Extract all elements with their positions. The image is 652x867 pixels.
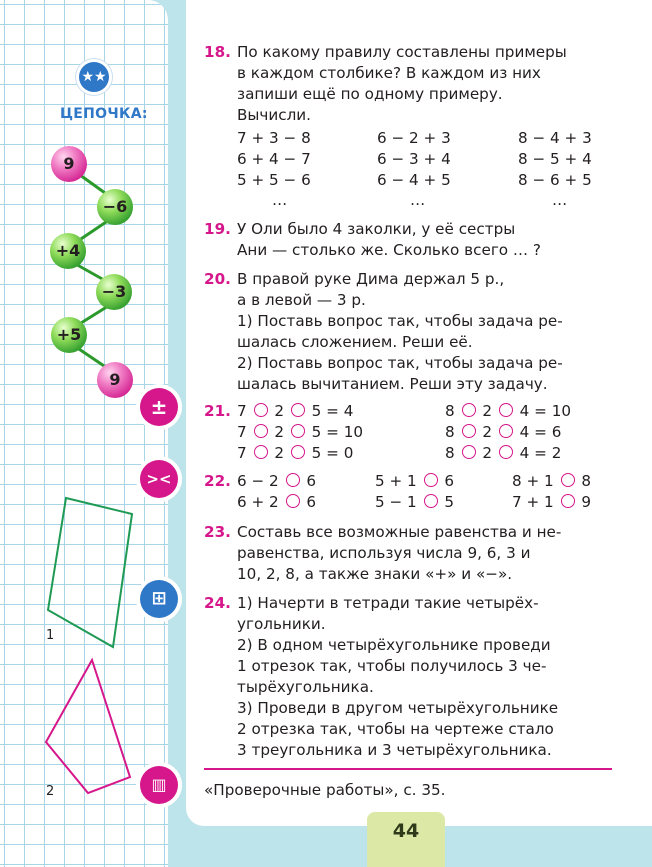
text-line: 10, 2, 8, а также знаки «+» и «−». bbox=[237, 565, 513, 583]
text-line: 1) Поставь вопрос так, чтобы задача ре- bbox=[237, 312, 563, 330]
task-20 bbox=[204, 269, 614, 395]
text-line: запиши ещё по одному примеру. bbox=[237, 85, 503, 103]
text-line: По какому правилу составлены примеры bbox=[237, 43, 567, 61]
ellipsis: … bbox=[552, 191, 568, 209]
text-line: тырёхугольника. bbox=[237, 678, 374, 696]
text-line: шалась сложением. Реши её. bbox=[237, 333, 473, 351]
text-line: 1) Начерти в тетради такие четырёх- bbox=[237, 594, 539, 612]
chain-ball-4: −3 bbox=[96, 274, 132, 310]
example: 6 + 4 − 7 bbox=[237, 150, 311, 168]
task-number: 21. bbox=[204, 402, 231, 420]
plus-minus-icon: ± bbox=[140, 388, 178, 426]
reference-note: «Проверочные работы», с. 35. bbox=[204, 781, 446, 799]
equation-row: 7 2 5 = 10 bbox=[237, 423, 364, 441]
text-line: Составь все возможные равенства и не- bbox=[237, 523, 562, 541]
comparison: 6 − 2 6 bbox=[237, 472, 317, 490]
example: 7 + 3 − 8 bbox=[237, 129, 311, 147]
chain-ball-2: −6 bbox=[97, 189, 133, 225]
text-line: Вычисли. bbox=[237, 106, 312, 124]
compare-signs-icon: >< bbox=[140, 460, 178, 498]
shape-label-2: 2 bbox=[46, 784, 55, 799]
equation-row: 8 2 4 = 2 bbox=[445, 444, 562, 462]
text-line: шалась вычитанием. Реши эту задачу. bbox=[237, 375, 548, 393]
equation-row: 8 2 4 = 6 bbox=[445, 423, 562, 441]
text-line: У Оли было 4 заколки, у её сестры bbox=[237, 220, 516, 238]
text-line: 1 отрезок так, чтобы получилось 3 че- bbox=[237, 657, 547, 675]
text-line: 2 отрезка так, чтобы на чертеже стало bbox=[237, 720, 554, 738]
task-number: 19. bbox=[204, 220, 231, 238]
equation-row: 7 2 5 = 0 bbox=[237, 444, 354, 462]
example: 5 + 5 − 6 bbox=[237, 171, 311, 189]
task-number: 20. bbox=[204, 270, 231, 288]
book-icon: ▥ bbox=[140, 766, 178, 804]
equation-row: 8 2 4 = 10 bbox=[445, 402, 572, 420]
page-number: 44 bbox=[392, 820, 420, 842]
chain-ball-1: 9 bbox=[51, 146, 87, 182]
chain-ball-6: 9 bbox=[97, 362, 133, 398]
grid-globe-icon: ⊞ bbox=[140, 580, 178, 618]
example: 6 − 2 + 3 bbox=[377, 129, 451, 147]
chain-ball-3: +4 bbox=[50, 233, 86, 269]
example: 8 − 4 + 3 bbox=[518, 129, 592, 147]
text-line: равенства, используя числа 9, 6, 3 и bbox=[237, 544, 531, 562]
quadrilateral-drawings bbox=[0, 480, 170, 800]
text-line: 2) В одном четырёхугольнике проведи bbox=[237, 636, 551, 654]
example: 6 − 4 + 5 bbox=[377, 171, 451, 189]
example: 8 − 5 + 4 bbox=[518, 150, 592, 168]
text-line: Ани — столько же. Сколько всего … ? bbox=[237, 241, 541, 259]
task-number: 23. bbox=[204, 523, 231, 541]
stars-icon: ★★ bbox=[79, 62, 109, 92]
ellipsis: … bbox=[272, 191, 288, 209]
text-line: а в левой — 3 р. bbox=[237, 291, 366, 309]
comparison: 6 + 2 6 bbox=[237, 493, 317, 511]
comparison: 5 − 1 5 bbox=[375, 493, 455, 511]
task-number: 22. bbox=[204, 472, 231, 490]
text-line: В правой руке Дима держал 5 р., bbox=[237, 270, 505, 288]
divider bbox=[204, 768, 612, 770]
comparison: 8 + 1 8 bbox=[512, 472, 592, 490]
task-number: 24. bbox=[204, 594, 231, 612]
text-line: угольники. bbox=[237, 615, 326, 633]
text-line: 3) Проведи в другом четырёхугольнике bbox=[237, 699, 559, 717]
task-19 bbox=[204, 219, 614, 261]
ellipsis: … bbox=[410, 191, 426, 209]
chain-title: ЦЕПОЧКА: bbox=[60, 106, 148, 122]
example: 8 − 6 + 5 bbox=[518, 171, 592, 189]
task-23 bbox=[204, 522, 614, 585]
chain-links bbox=[0, 0, 180, 420]
example: 6 − 3 + 4 bbox=[377, 150, 451, 168]
task-number: 18. bbox=[204, 43, 231, 61]
chain-ball-5: +5 bbox=[51, 317, 87, 353]
comparison: 7 + 1 9 bbox=[512, 493, 592, 511]
task-24 bbox=[204, 593, 614, 761]
quadrilateral-2 bbox=[46, 660, 130, 793]
text-line: 3 треугольника и 3 четырёхугольника. bbox=[237, 741, 552, 759]
shape-label-1: 1 bbox=[46, 628, 55, 643]
task-18 bbox=[204, 42, 614, 126]
quadrilateral-1 bbox=[48, 498, 132, 647]
page-number-tab bbox=[367, 812, 445, 867]
text-line: в каждом столбике? В каждом из них bbox=[237, 64, 541, 82]
comparison: 5 + 1 6 bbox=[375, 472, 455, 490]
text-line: 2) Поставь вопрос так, чтобы задача ре- bbox=[237, 354, 563, 372]
equation-row: 7 2 5 = 4 bbox=[237, 402, 354, 420]
